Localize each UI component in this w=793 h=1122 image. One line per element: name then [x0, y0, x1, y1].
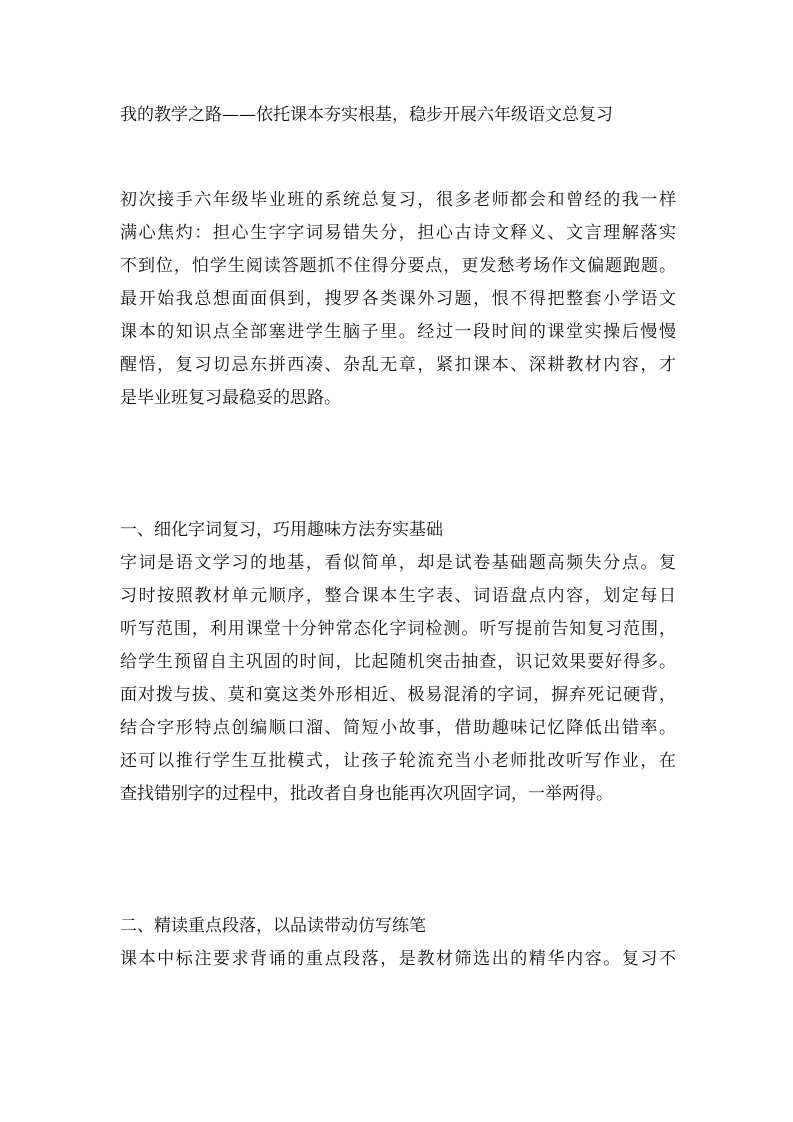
- paragraph-line: 课本中标注要求背诵的重点段落，是教材筛选出的精华内容。复习不: [120, 949, 676, 969]
- intro-paragraph: [120, 184, 676, 415]
- paragraph-line: 初次接手六年级毕业班的系统总复习，很多老师都会和曾经的我一样: [120, 190, 676, 210]
- section-heading: 二、精读重点段落，以品读带动仿写练笔: [120, 916, 426, 936]
- paragraph-line: 还可以推行学生互批模式，让孩子轮流充当小老师批改听写作业，在: [120, 751, 676, 771]
- paragraph-line: 结合字形特点创编顺口溜、简短小故事，借助趣味记忆降低出错率。: [120, 718, 676, 738]
- paragraph-line: 最开始我总想面面俱到，搜罗各类课外习题，恨不得把整套小学语文: [120, 289, 676, 309]
- paragraph-line: 课本的知识点全部塞进学生脑子里。经过一段时间的课堂实操后慢慢: [120, 322, 676, 342]
- paragraph-line: 面对拨与拔、莫和寞这类外形相近、极易混淆的字词，摒弃死记硬背，: [120, 685, 676, 705]
- section-2: [120, 910, 676, 976]
- section-heading: 一、细化字词复习，巧用趣味方法夯实基础: [120, 520, 443, 540]
- paragraph-line: 习时按照教材单元顺序，整合课本生字表、词语盘点内容，划定每日: [120, 586, 676, 606]
- document-title: 我的教学之路——依托课本夯实根基，稳步开展六年级语文总复习: [120, 105, 613, 125]
- paragraph-line: 字词是语文学习的地基，看似简单，却是试卷基础题高频失分点。复: [120, 553, 676, 573]
- paragraph-line: 满心焦灼：担心生字字词易错失分，担心古诗文释义、文言理解落实: [120, 223, 676, 243]
- section-1: [120, 514, 676, 811]
- paragraph-line: 是毕业班复习最稳妥的思路。: [120, 388, 341, 408]
- paragraph-line: 查找错别字的过程中，批改者自身也能再次巩固字词，一举两得。: [120, 784, 613, 804]
- paragraph-line: 给学生预留自主巩固的时间，比起随机突击抽查，识记效果要好得多。: [120, 652, 676, 672]
- paragraph-line: 听写范围，利用课堂十分钟常态化字词检测。听写提前告知复习范围，: [120, 619, 676, 639]
- paragraph-line: 醒悟，复习切忌东拼西凑、杂乱无章，紧扣课本、深耕教材内容，才: [120, 355, 676, 375]
- paragraph-line: 不到位，怕学生阅读答题抓不住得分要点，更发愁考场作文偏题跑题。: [120, 256, 676, 276]
